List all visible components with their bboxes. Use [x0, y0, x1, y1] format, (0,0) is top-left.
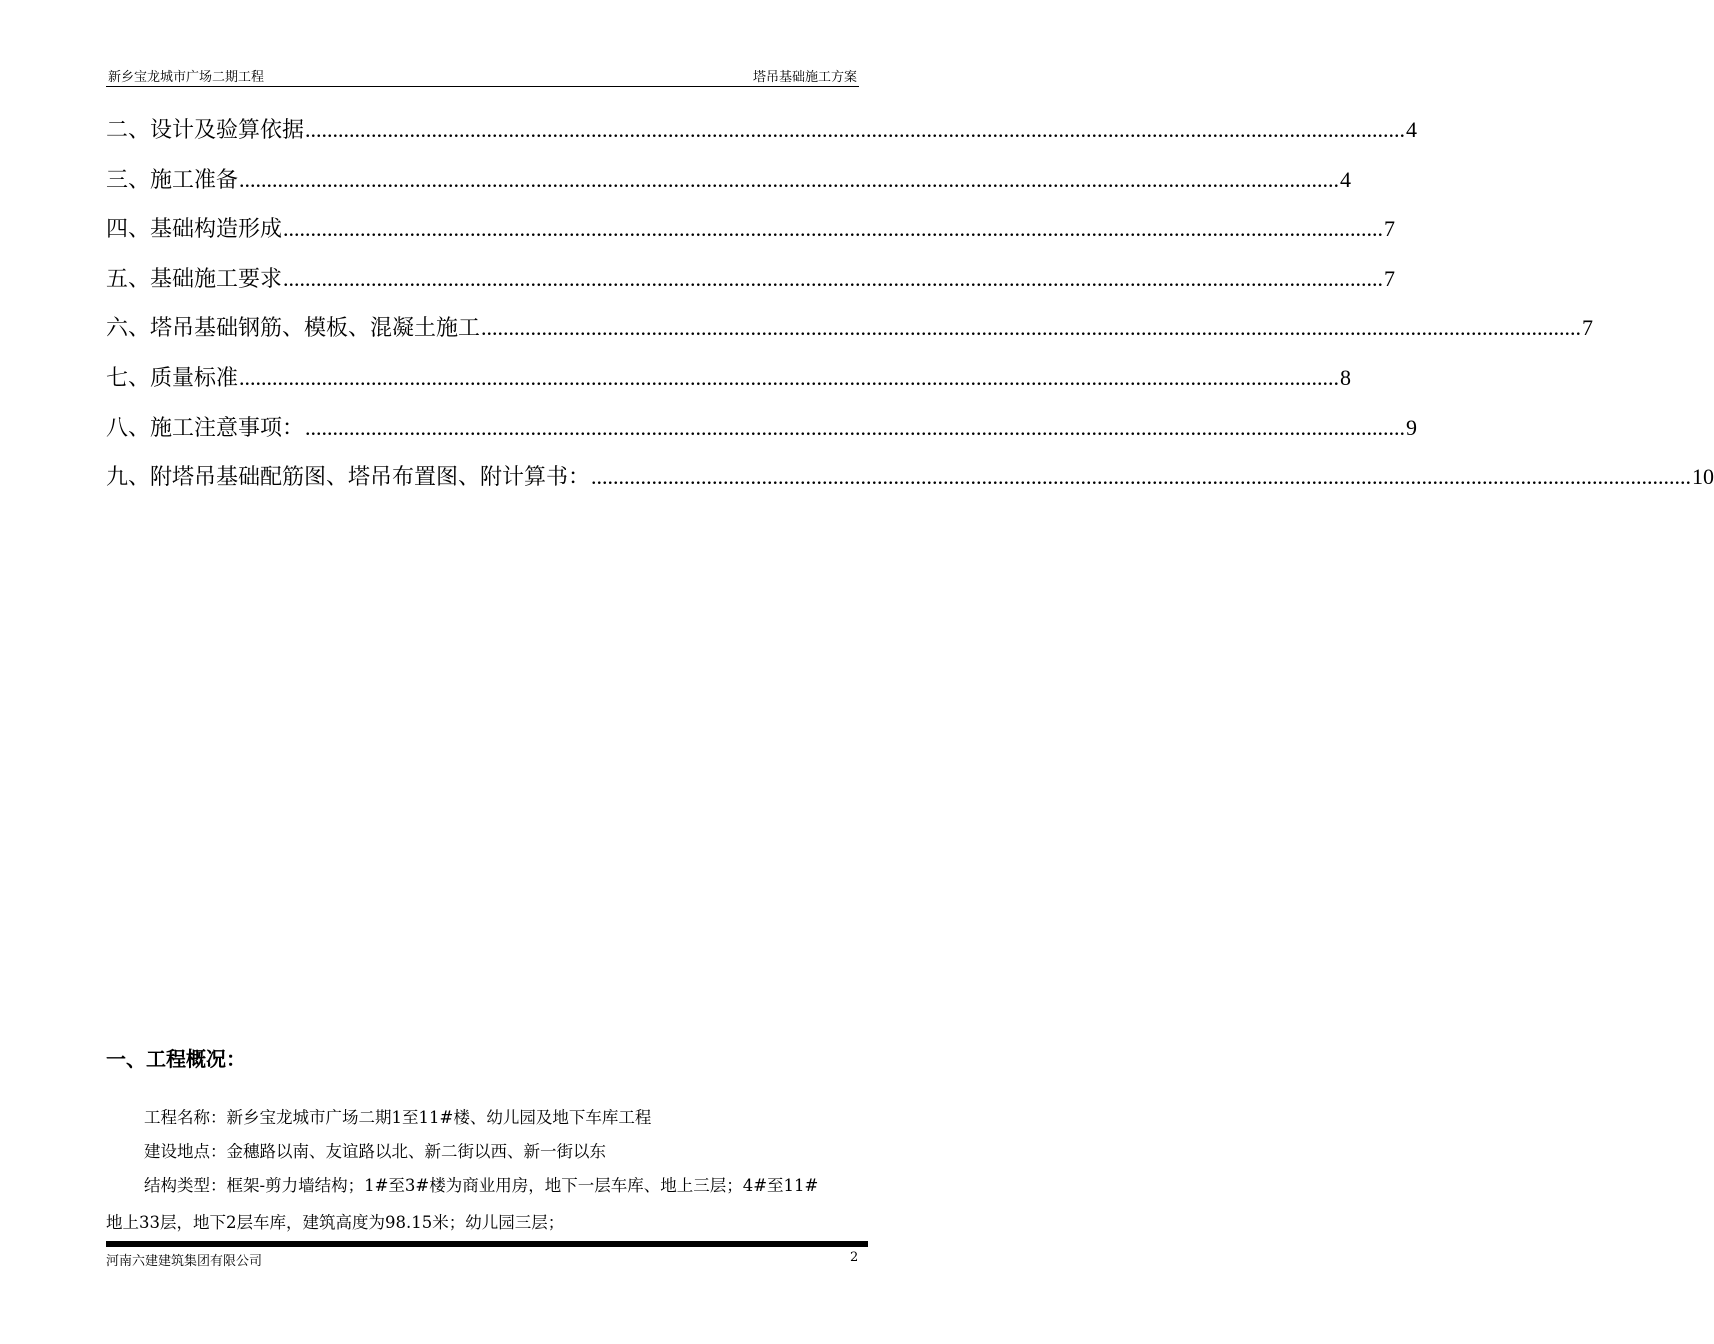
toc-dot-leader: ........................................................................................................................................................................................................: [239, 166, 1340, 192]
construction-site-line: 建设地点：金穗路以南、友谊路以北、新二街以西、新一街以东: [144, 1142, 606, 1161]
toc-entry[interactable]: [106, 162, 1352, 212]
toc-entry-page: 4: [1406, 117, 1418, 142]
toc-entry-label: 六、塔吊基础钢筋、模板、混凝土施工: [106, 316, 481, 342]
toc-dot-leader: ........................................................................................................................................................................................................: [305, 117, 1406, 142]
toc-entry[interactable]: [106, 410, 1418, 460]
toc-entry-page: 7: [1384, 265, 1396, 291]
toc-dot-leader: ........................................................................................................................................................................................................: [239, 364, 1340, 390]
page-header: [106, 64, 859, 87]
toc-entry-page: 4: [1340, 166, 1352, 192]
toc-entry-label: 九、附塔吊基础配筋图、塔吊布置图、附计算书：: [106, 465, 591, 491]
toc-entry-label: 五、基础施工要求: [106, 266, 283, 292]
toc-dot-leader: ........................................................................................................................................................................................................: [591, 464, 1692, 490]
structure-type-continuation: 地上33层，地下2层车库，建筑高度为98.15米；幼儿园三层；: [106, 1213, 565, 1232]
toc-dot-leader: ........................................................................................................................................................................................................: [305, 414, 1406, 440]
table-of-contents: [106, 112, 1714, 509]
page-number: 2: [850, 1250, 859, 1265]
toc-entry[interactable]: [106, 261, 1396, 311]
toc-entry-label: 三、施工准备: [106, 167, 239, 193]
toc-entry-label: 二、设计及验算依据: [106, 118, 305, 143]
toc-entry[interactable]: [106, 112, 1418, 162]
header-project-name: 新乡宝龙城市广场二期工程: [108, 70, 265, 85]
toc-entry-page: 7: [1582, 315, 1594, 341]
toc-entry-label: 八、施工注意事项：: [106, 415, 305, 441]
toc-entry[interactable]: [106, 310, 1594, 360]
section-heading: 一、工程概况：: [106, 1047, 246, 1071]
toc-entry[interactable]: [106, 360, 1352, 410]
project-name-line: 工程名称：新乡宝龙城市广场二期1至11#楼、幼儿园及地下车库工程: [144, 1108, 652, 1127]
toc-entry-page: 7: [1384, 216, 1396, 242]
structure-type-line: 结构类型：框架-剪力墙结构；1#至3#楼为商业用房，地下一层车库、地上三层；4#至11#: [144, 1176, 819, 1195]
toc-entry-label: 四、基础构造形成: [106, 217, 283, 243]
toc-entry-page: 9: [1406, 414, 1418, 440]
toc-dot-leader: ........................................................................................................................................................................................................: [283, 216, 1384, 242]
header-document-title: 塔吊基础施工方案: [752, 70, 857, 85]
toc-dot-leader: ........................................................................................................................................................................................................: [283, 265, 1384, 291]
toc-entry[interactable]: [106, 459, 1714, 509]
footer-company-name: 河南六建建筑集团有限公司: [106, 1254, 263, 1269]
footer-rule: [106, 1241, 868, 1247]
toc-dot-leader: ........................................................................................................................................................................................................: [481, 315, 1582, 341]
toc-entry-label: 七、质量标准: [106, 365, 239, 391]
toc-entry-page: 8: [1340, 364, 1352, 390]
toc-entry[interactable]: [106, 211, 1396, 261]
toc-entry-page: 10: [1692, 464, 1714, 490]
